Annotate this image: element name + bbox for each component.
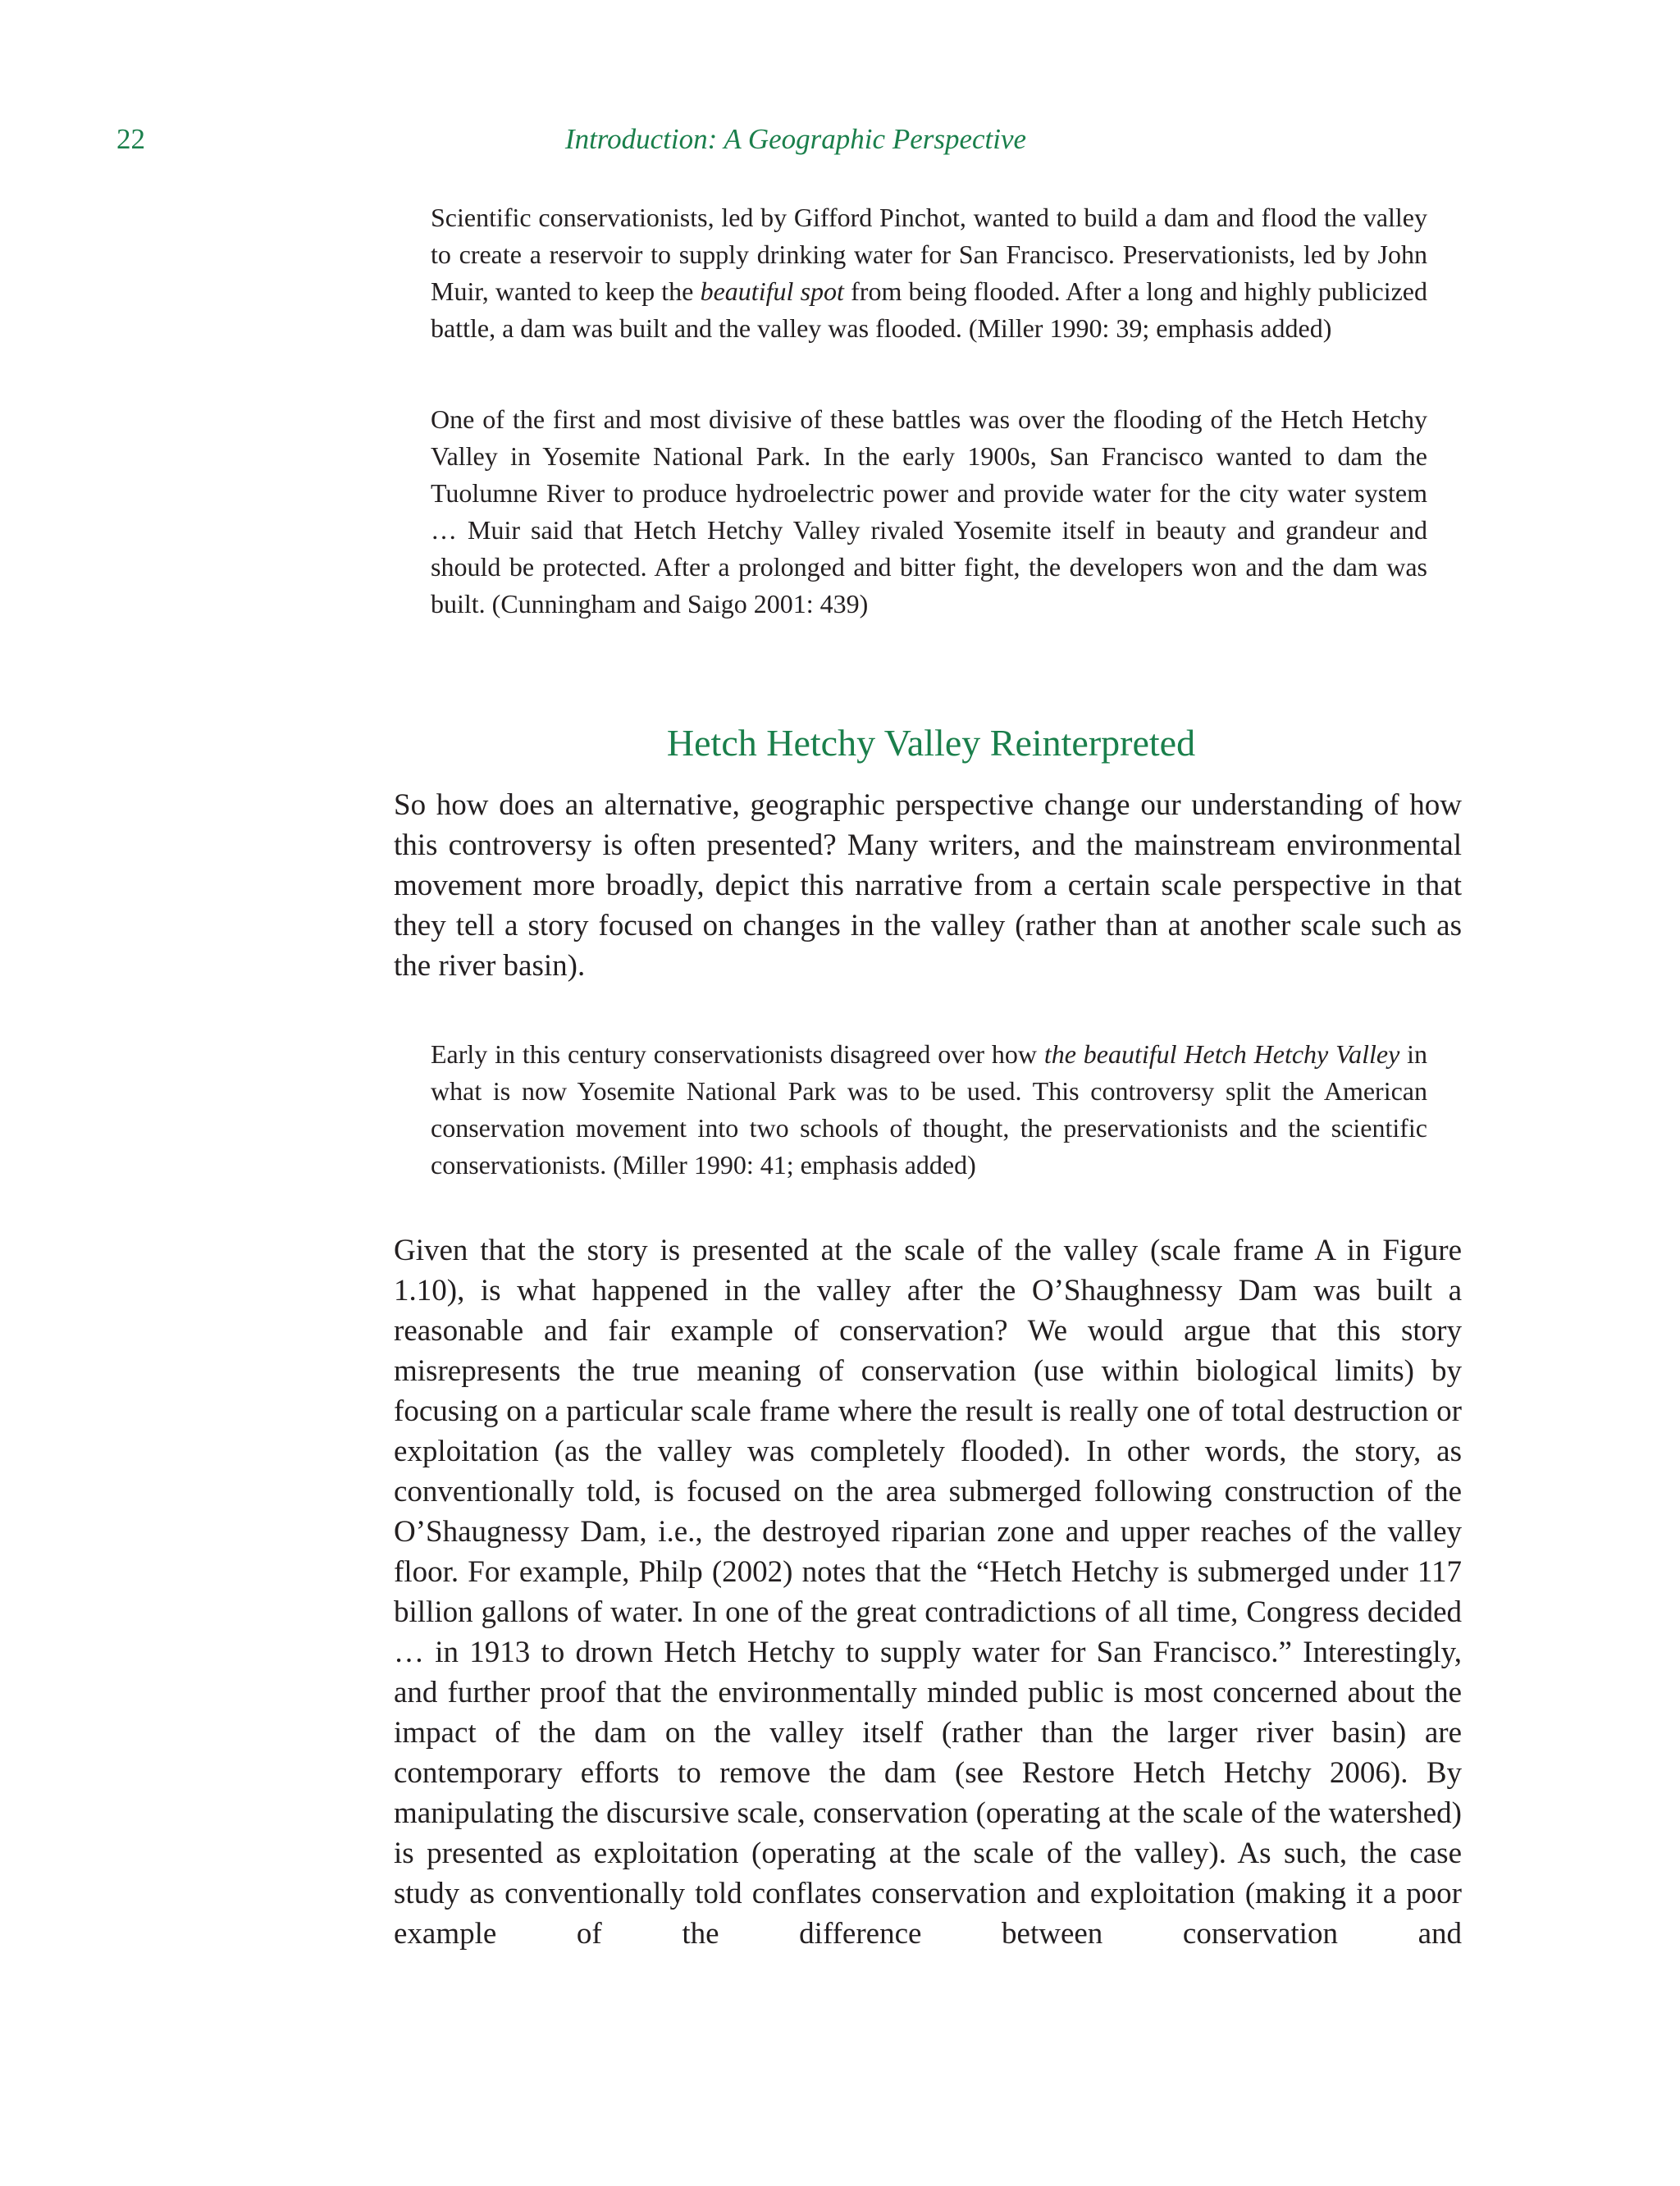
section-heading: Hetch Hetchy Valley Reinterpreted bbox=[666, 722, 1196, 764]
page-number: 22 bbox=[116, 123, 145, 155]
body-paragraph: So how does an alternative, geographic perspective change our understanding of how this controversy is often presented? Many writers, and the mainstream environmental movement more broadly, depict this narrative from a certain scale perspective in that they tell a story focused on changes in the valley (rather than at another scale such as the river basin). bbox=[394, 788, 1462, 983]
quote-text: from being flooded. After a long and highly publicized battle, a dam was built and the valley was flooded. (Miller 1990: 39; emphasis added) bbox=[431, 276, 1428, 343]
body-paragraph: Given that the story is presented at the scale of the valley (scale frame A in Figure 1.10), is what happened in the valley after the O’Shaughnessy Dam was built a reasonable and fair example of conservation? We would argue that this story misrepresents the true meaning of conservation (use within biological limits) by focusing on a particular scale frame where the result is really one of total destruction or exploitation (as the valley was completely flooded). In other words, the story, as conventionally told, is focused on the area submerged following construction of the O’Shaugnessy Dam, i.e., the destroyed riparian zone and upper reaches of the valley floor. For example, Philp (2002) notes that the “Hetch Hetchy is submerged under 117 billion gallons of water. In one of the great contradictions of all time, Congress decided … in 1913 to drown Hetch Hetchy to supply water for San Francisco.” Interestingly, and further proof that the environmentally minded public is most concerned about the impact of the dam on the valley itself (rather than the larger river basin) are contemporary efforts to remove the dam (see Restore Hetch Hetchy 2006). By manipulating the discursive scale, conservation (operating at the scale of the watershed) is presented as exploitation (operating at the scale of the valley). As such, the case study as conventionally told conflates conservation and exploitation (making it a poor example of the difference between conservation and bbox=[394, 1234, 1462, 1951]
quote-emphasis: beautiful spot bbox=[700, 276, 844, 306]
quote-text: Scientific conservationists, led by Gifford Pinchot, wanted to build a dam and flood the valley to create a reservoir to supply drinking water for San Francisco. Preservationists, led by John Muir, wanted to keep the bbox=[431, 203, 1427, 306]
quote-text: One of the first and most divisive of these battles was over the flooding of the Hetch Hetchy Valley in Yosemite National Park. In the early 1900s, San Francisco wanted to dam the Tuolumne River to produce hydroelectric power and provide water for the city water system … Muir said that Hetch Hetchy Valley rivaled Yosemite itself in beauty and grandeur and should be protected. After a prolonged and bitter fight, the developers won and the dam was built. (Cunningham and Saigo 2001: 439) bbox=[431, 404, 1427, 618]
running-head-title: Introduction: A Geographic Perspective bbox=[564, 123, 1027, 155]
quote-text: in what is now Yosemite National Park was to be used. This controversy split the American conservation movement into two schools of thought, the preservationists and the scientific conservationists. (Miller 1990: 41; emphasis added) bbox=[431, 1039, 1428, 1180]
block-quote-miller-39 bbox=[431, 199, 1427, 347]
quote-emphasis: the beautiful Hetch Hetchy Valley bbox=[1043, 1039, 1400, 1069]
block-quote-miller-41 bbox=[431, 1036, 1427, 1184]
block-quote-cunningham-saigo bbox=[431, 401, 1427, 623]
quote-text: Early in this century conservationists disagreed over how bbox=[431, 1039, 1044, 1069]
